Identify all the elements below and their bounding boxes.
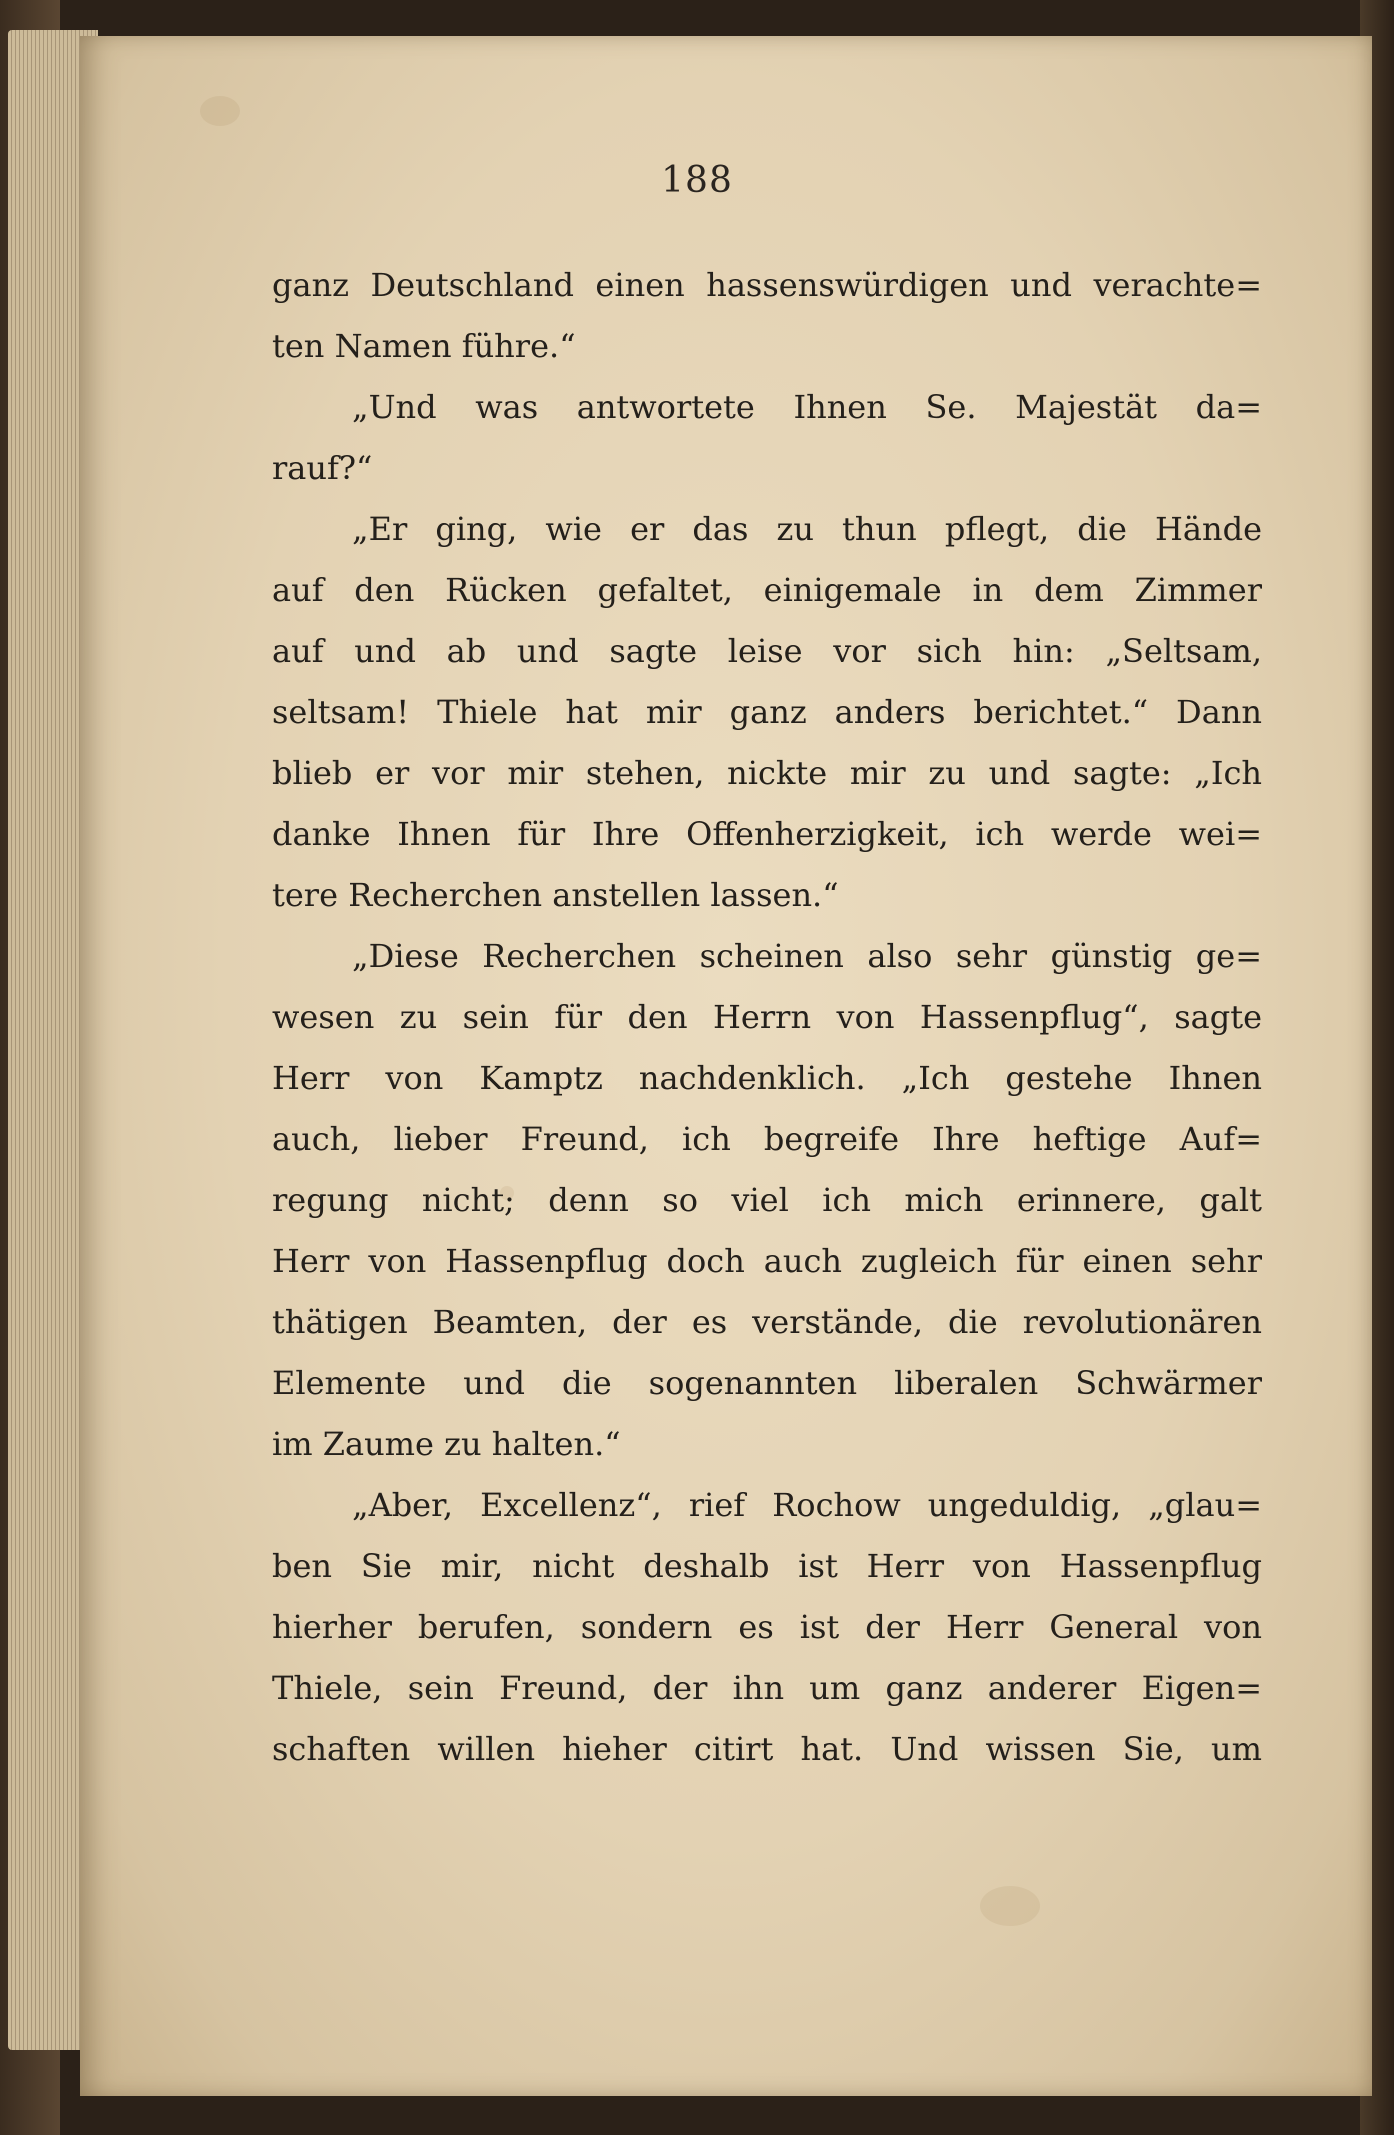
text-line: auf den Rücken gefaltet, einigemale in dem Zimmer	[272, 571, 1262, 609]
text-line: rauf?“	[272, 449, 373, 487]
foxing-spot	[200, 96, 240, 126]
text-line: schaften willen hieher citirt hat. Und wissen Sie, um	[272, 1730, 1262, 1768]
text-line: „Diese Recherchen scheinen also sehr günstig ge=	[352, 937, 1262, 975]
text-line: seltsam! Thiele hat mir ganz anders berichtet.“ Dann	[272, 693, 1262, 731]
text-line: wesen zu sein für den Herrn von Hassenpflug“, sagte	[272, 998, 1262, 1036]
text-line: Elemente und die sogenannten liberalen Schwärmer	[272, 1364, 1262, 1402]
text-line: tere Recherchen anstellen lassen.“	[272, 876, 839, 914]
text-line: Herr von Hassenpflug doch auch zugleich für einen sehr	[272, 1242, 1262, 1280]
text-line: auch, lieber Freund, ich begreife Ihre heftige Auf=	[272, 1120, 1262, 1158]
text-line: danke Ihnen für Ihre Offenherzigkeit, ich werde wei=	[272, 815, 1262, 853]
foxing-spot	[980, 1886, 1040, 1926]
text-line: ten Namen führe.“	[272, 327, 576, 365]
text-line: hierher berufen, sondern es ist der Herr General von	[272, 1608, 1262, 1646]
page-number: 188	[661, 160, 733, 201]
text-line: „Aber, Excellenz“, rief Rochow ungeduldig, „glau=	[352, 1486, 1262, 1524]
text-line: Thiele, sein Freund, der ihn um ganz anderer Eigen=	[272, 1669, 1262, 1707]
text-line: thätigen Beamten, der es verstände, die revolutionären	[272, 1303, 1262, 1341]
text-line: regung nicht; denn so viel ich mich erinnere, galt	[272, 1181, 1262, 1219]
text-line: im Zaume zu halten.“	[272, 1425, 621, 1463]
text-line: auf und ab und sagte leise vor sich hin: „Seltsam,	[272, 632, 1262, 670]
text-line: Herr von Kamptz nachdenklich. „Ich gestehe Ihnen	[272, 1059, 1262, 1097]
text-line: „Und was antwortete Ihnen Se. Majestät da=	[352, 388, 1262, 426]
text-line: ganz Deutschland einen hassenswürdigen und verachte=	[272, 266, 1262, 304]
text-line: ben Sie mir, nicht deshalb ist Herr von Hassenpflug	[272, 1547, 1262, 1585]
text-line: blieb er vor mir stehen, nickte mir zu und sagte: „Ich	[272, 754, 1262, 792]
body-text	[272, 255, 1262, 1780]
text-line: „Er ging, wie er das zu thun pflegt, die Hände	[352, 510, 1262, 548]
